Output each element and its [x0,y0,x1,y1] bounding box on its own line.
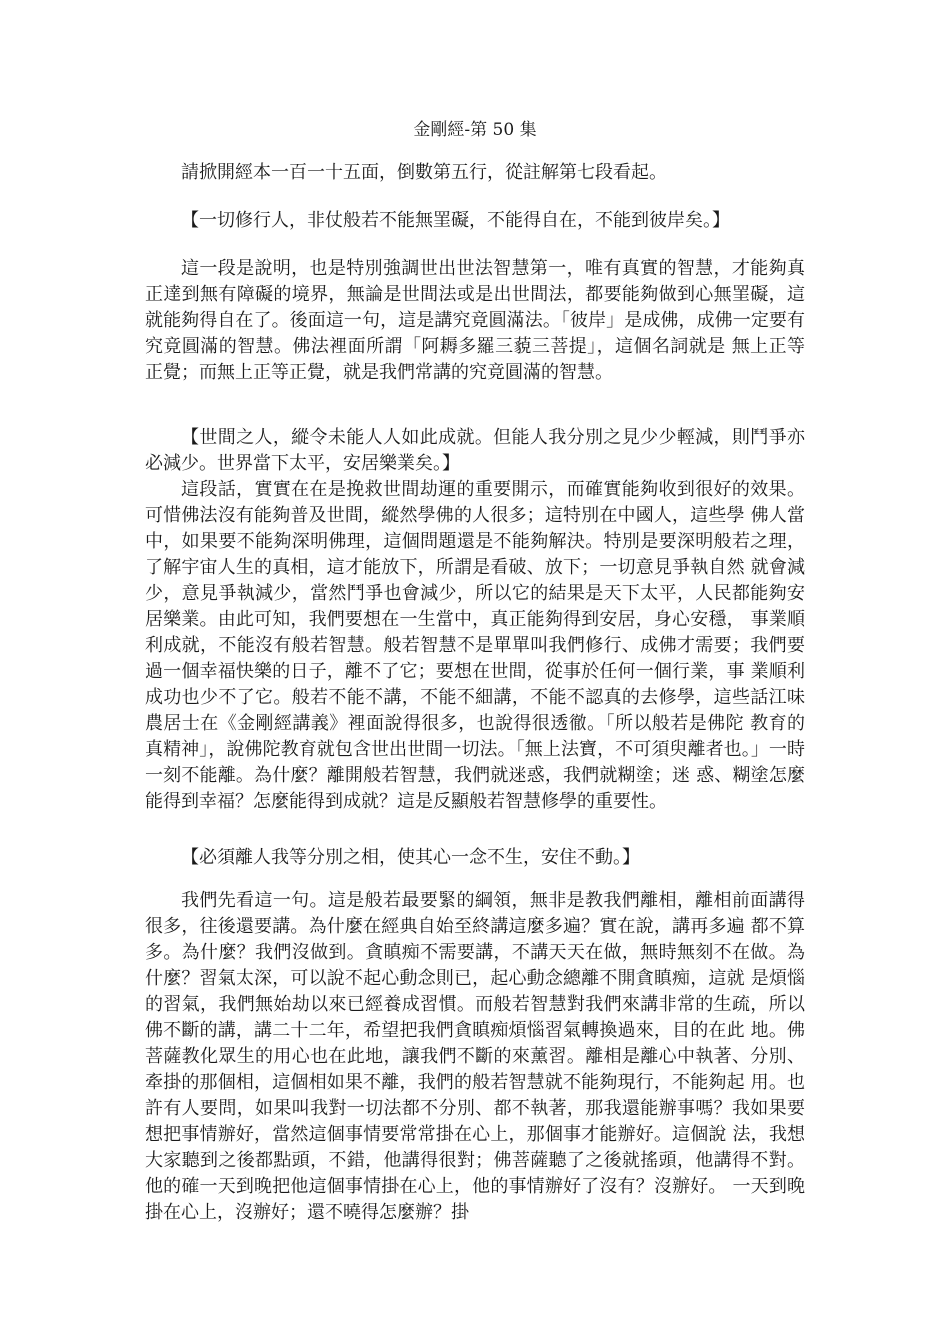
paragraph-instruction: 請掀開經本一百一十五面，倒數第五行，從註解第七段看起。 [181,162,667,183]
quote-paragraph-3: 【必須離人我等分別之相，使其心一念不生，安住不動。】 [181,847,640,868]
commentary-paragraph-2: 這段話，實實在在是挽救世間劫運的重要開示，而確實能夠收到很好的效果。可惜佛法沒有能夠普及世間，縱然學佛的人很多；這特別在中國人，這些學 佛人當中，如果要不能夠深明佛理，這個問題還是不能夠解決。特別是要深明般若之理，了解宇宙人生的真相，這才能放下，所謂是看破、放下；一切意見爭執自然 就會減少，意見爭執減少，當然鬥爭也會減少，所以它的結果是天下太平，人民都能夠安居樂業。由此可知，我們要想在一生當中，真正能夠得到安居，身心安穩， 事業順利成就，不能沒有般若智慧。般若智慧不是單單叫我們修行、成佛才需要；我們要過一個幸福快樂的日子，離不了它；要想在世間，從事於任何一個行業，事 業順利成功也少不了它。般若不能不講，不能不細講，不能不認真的去修學，這些話江味農居士在《金剛經講義》裡面說得很多，也說得很透徹。「所以般若是佛陀 教育的真精神」，說佛陀教育就包含世出世間一切法。「無上法寶，不可須臾離者也。」一時一刻不能離。為什麼？離開般若智慧，我們就迷惑，我們就糊塗；迷 惑、糊塗怎麼能得到幸福？怎麼能得到成就？這是反顯般若智慧修學的重要性。 [145,479,805,812]
commentary-paragraph-1: 這一段是說明，也是特別強調世出世法智慧第一，唯有真實的智慧，才能夠真正達到無有障礙的境界，無論是世間法或是出世間法，都要能夠做到心無罣礙，這就能夠得自在了。後面這一句，這是講究竟圓滿法。「彼岸」是成佛，成佛一定要有究竟圓滿的智慧。佛法裡面所謂「阿耨多羅三藐三菩提」，這個名詞就是 無上正等正覺；而無上正等正覺，就是我們常講的究竟圓滿的智慧。 [145,258,805,383]
page-title: 金剛經-第 50 集 [413,120,537,140]
commentary-paragraph-3: 我們先看這一句。這是般若最要緊的綱領，無非是教我們離相，離相前面講得很多，往後還要講。為什麼在經典自始至終講這麼多遍？實在說，講再多遍 都不算多。為什麼？我們沒做到。貪瞋痴不需要講，不講天天在做，無時無刻不在做。為什麼？習氣太深，可以說不起心動念則已，起心動念總離不開貪瞋痴，這就 是煩惱的習氣，我們無始劫以來已經養成習慣。而般若智慧對我們來講非常的生疏，所以佛不斷的講，講二十二年，希望把我們貪瞋痴煩惱習氣轉換過來，目的在此 地。佛菩薩教化眾生的用心也在此地，讓我們不斷的來薰習。離相是離心中執著、分別、牽掛的那個相，這個相如果不離，我們的般若智慧就不能夠現行，不能夠起 用。也許有人要問，如果叫我對一切法都不分別、都不執著，那我還能辦事嗎？我如果要想把事情辦好，當然這個事情要常常掛在心上，那個事才能辦好。這個說 法，我想大家聽到之後都點頭，不錯，他講得很對；佛菩薩聽了之後就搖頭，他講得不對。他的確一天到晚把他這個事情掛在心上，他的事情辦好了沒有？沒辦好。 一天到晚掛在心上，沒辦好；還不曉得怎麼辦？掛 [145,890,805,1223]
quote-paragraph-2: 【世間之人，縱令未能人人如此成就。但能人我分別之見少少輕減，則鬥爭亦必減少。世界當下太平，安居樂業矣。】 [145,427,805,474]
quote-paragraph-1: 【一切修行人，非仗般若不能無罣礙，不能得自在，不能到彼岸矣。】 [181,210,730,231]
